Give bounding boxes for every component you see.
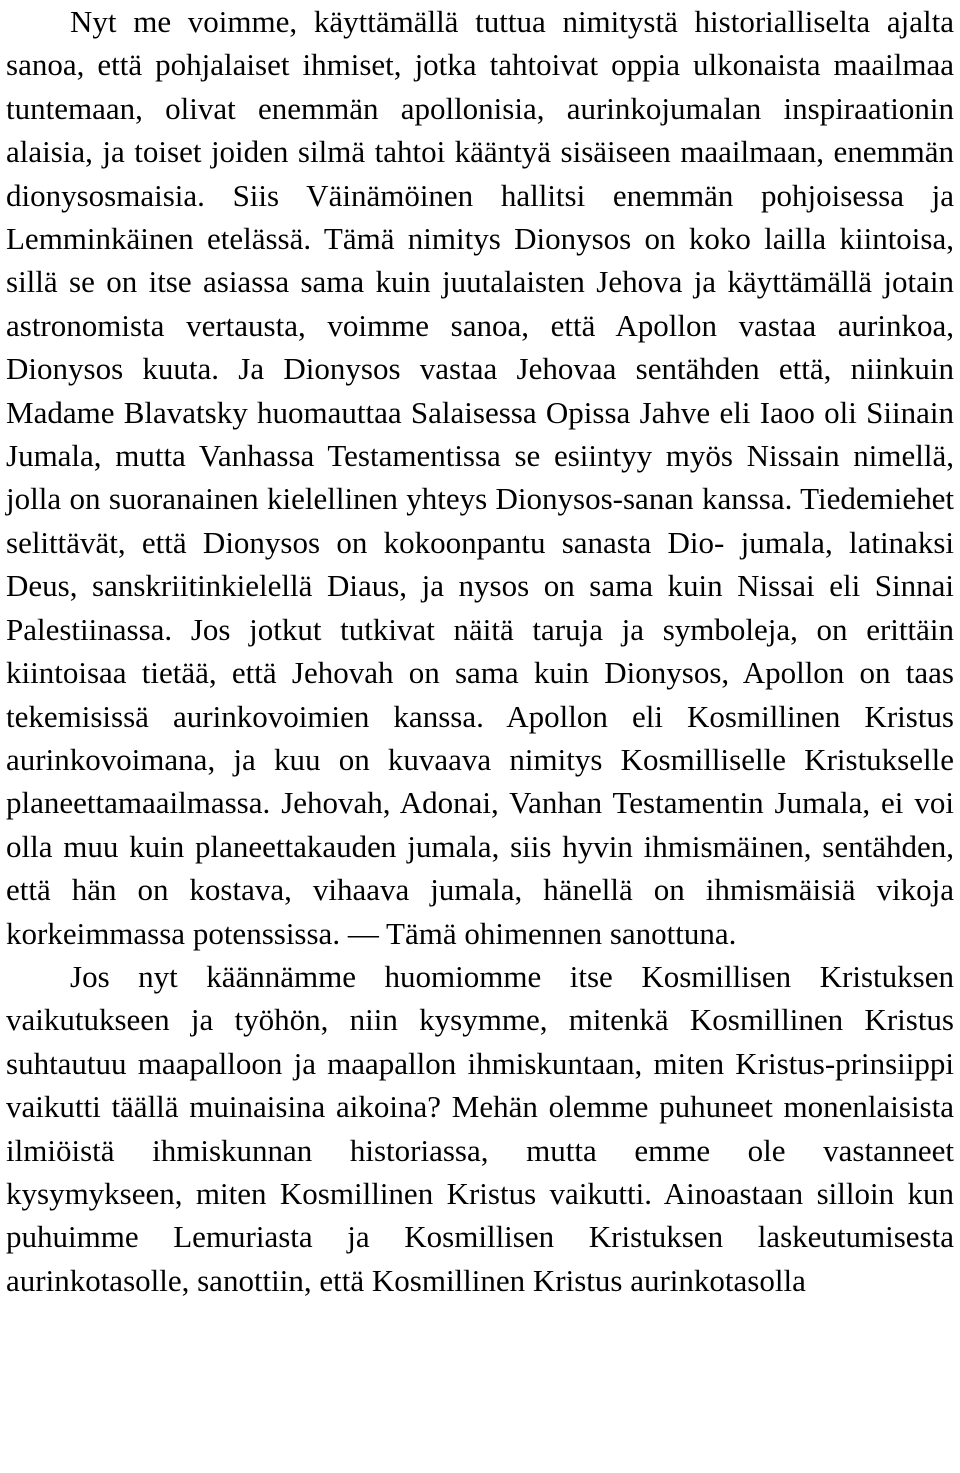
document-page [6,0,954,1302]
paragraph-dionysos-apollon: Nyt me voimme, käyttämällä tuttua nimitystä historialliselta ajalta sanoa, että pohjalaiset ihmiset, jotka tahtoivat oppia ulkonaista maailmaa tuntemaan, olivat enemmän apollonisia, aurinkojumalan inspiraationin alaisia, ja toiset joiden silmä tahtoi kääntyä sisäiseen maailmaan, enemmän dionysosmaisia. Siis Väinämöinen hallitsi enemmän pohjoisessa ja Lemminkäinen etelässä. Tämä nimitys Dionysos on koko lailla kiintoisa, sillä se on itse asiassa sama kuin juutalaisten Jehova ja käyttämällä jotain astronomista vertausta, voimme sanoa, että Apollon vastaa aurinkoa, Dionysos kuuta. Ja Dionysos vastaa Jehovaa sentähden että, niinkuin Madame Blavatsky huomauttaa Salaisessa Opissa Jahve eli Iaoo oli Siinain Jumala, mutta Vanhassa Testamentissa se esiintyy myös Nissain nimellä, jolla on suoranainen kielellinen yhteys Dionysos-sanan kanssa. Tiedemiehet selittävät, että Dionysos on kokoonpantu sanasta Dio- jumala, latinaksi Deus, sanskriitinkielellä Diaus, ja nysos on sama kuin Nissai eli Sinnai Palestiinassa. Jos jotkut tutkivat näitä taruja ja symboleja, on erittäin kiintoisaa tietää, että Jehovah on sama kuin Dionysos, Apollon on taas tekemisissä aurinkovoimien kanssa. Apollon eli Kosmillinen Kristus aurinkovoimana, ja kuu on kuvaava nimitys Kosmilliselle Kristukselle planeettamaailmassa. Jehovah, Adonai, Vanhan Testamentin Jumala, ei voi olla muu kuin planeettakauden jumala, siis hyvin ihmismäinen, sentähden, että hän on kostava, vihaava jumala, hänellä on ihmismäisiä vikoja korkeimmassa potenssissa. — Tämä ohimennen sanottuna. [6,4,954,951]
paragraph-kosmillinen-kristus: Jos nyt käännämme huomiomme itse Kosmillisen Kristuksen vaikutukseen ja työhön, niin kysymme, mitenkä Kosmillinen Kristus suhtautuu maapalloon ja maapallon ihmiskuntaan, miten Kristus-prinsiippi vaikutti täällä muinaisina aikoina? Mehän olemme puhuneet monenlaisista ilmiöistä ihmiskunnan historiassa, mutta emme ole vastanneet kysymykseen, miten Kosmillinen Kristus vaikutti. Ainoastaan silloin kun puhuimme Lemuriasta ja Kosmillisen Kristuksen laskeutumisesta aurinkotasolle, sanottiin, että Kosmillinen Kristus aurinkotasolla [6,958,954,1298]
